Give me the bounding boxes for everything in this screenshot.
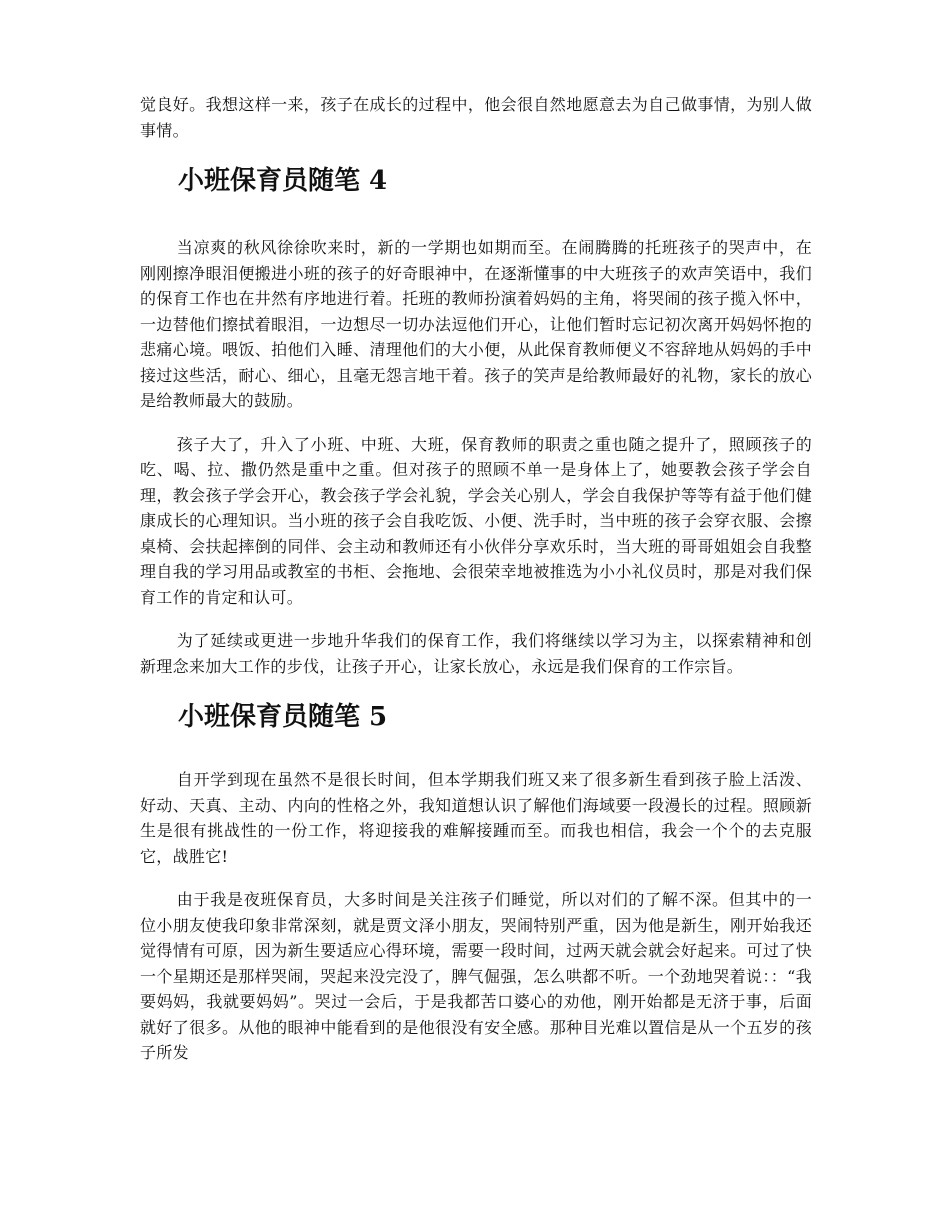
- section5-paragraph-1: 自开学到现在虽然不是很长时间，但本学期我们班又来了很多新生看到孩子脸上活泼、好动、天真、主动、内向的性格之外，我知道想认识了解他们海域要一段漫长的过程。照顾新生是很有挑战性的一份工作，将迎接我的难解接踵而至。而我也相信，我会一个个的去克服它，战胜它!: [140, 770, 812, 866]
- section-heading-4: 小班保育员随笔 4: [178, 166, 388, 196]
- section-heading-5: 小班保育员随笔 5: [178, 702, 388, 732]
- section4-paragraph-2: 孩子大了，升入了小班、中班、大班，保育教师的职责之重也随之提升了，照顾孩子的吃、喝、拉、撒仍然是重中之重。但对孩子的照顾不单一是身体上了，她要教会孩子学会自理，教会孩子学会开心，教会孩子学会礼貌，学会关心别人，学会自我保护等等有益于他们健康成长的心理知识。当小班的孩子会自我吃饭、小便、洗手时，当中班的孩子会穿衣服、会擦桌椅、会扶起摔倒的同伴、会主动和教师还有小伙伴分享欢乐时，当大班的哥哥姐姐会自我整理自我的学习用品或教室的书柜、会拖地、会很荣幸地被推选为小小礼仪员时，那是对我们保育工作的肯定和认可。: [140, 434, 812, 607]
- section4-paragraph-1: 当凉爽的秋风徐徐吹来时，新的一学期也如期而至。在闹腾腾的托班孩子的哭声中，在刚刚擦净眼泪便搬进小班的孩子的好奇眼神中，在逐渐懂事的中大班孩子的欢声笑语中，我们的保育工作也在井然有序地进行着。托班的教师扮演着妈妈的主角，将哭闹的孩子揽入怀中，一边替他们擦拭着眼泪，一边想尽一切办法逗他们开心，让他们暂时忘记初次离开妈妈怀抱的悲痛心境。喂饭、拍他们入睡、清理他们的大小便，从此保育教师便义不容辞地从妈妈的手中接过这些活，耐心、细心，且毫无怨言地干着。孩子的笑声是给教师最好的礼物，家长的放心是给教师最大的鼓励。: [140, 238, 812, 410]
- document-page: [140, 92, 812, 1084]
- lead-paragraph: 觉良好。我想这样一来，孩子在成长的过程中，他会很自然地愿意去为自己做事情，为别人做事情。: [140, 95, 812, 140]
- section5-paragraph-2: 由于我是夜班保育员，大多时间是关注孩子们睡觉，所以对们的了解不深。但其中的一位小朋友使我印象非常深刻，就是贾文泽小朋友，哭闹特别严重，因为他是新生，刚开始我还觉得情有可原，因为新生要适应心得环境，需要一段时间，过两天就会就会好起来。可过了快一个星期还是那样哭闹，哭起来没完没了，脾气倔强，怎么哄都不听。一个劲地哭着说：：“我要妈妈，我就要妈妈”。哭过一会后，于是我都苦口婆心的劝他，刚开始都是无济于事，后面就好了很多。从他的眼神中能看到的是他很没有安全感。那种目光难以置信是从一个五岁的孩子所发: [140, 890, 812, 1062]
- section4-paragraph-3: 为了延续或更进一步地升华我们的保育工作，我们将继续以学习为主，以探索精神和创新理念来加大工作的步伐，让孩子开心，让家长放心，永远是我们保育的工作宗旨。: [140, 631, 812, 676]
